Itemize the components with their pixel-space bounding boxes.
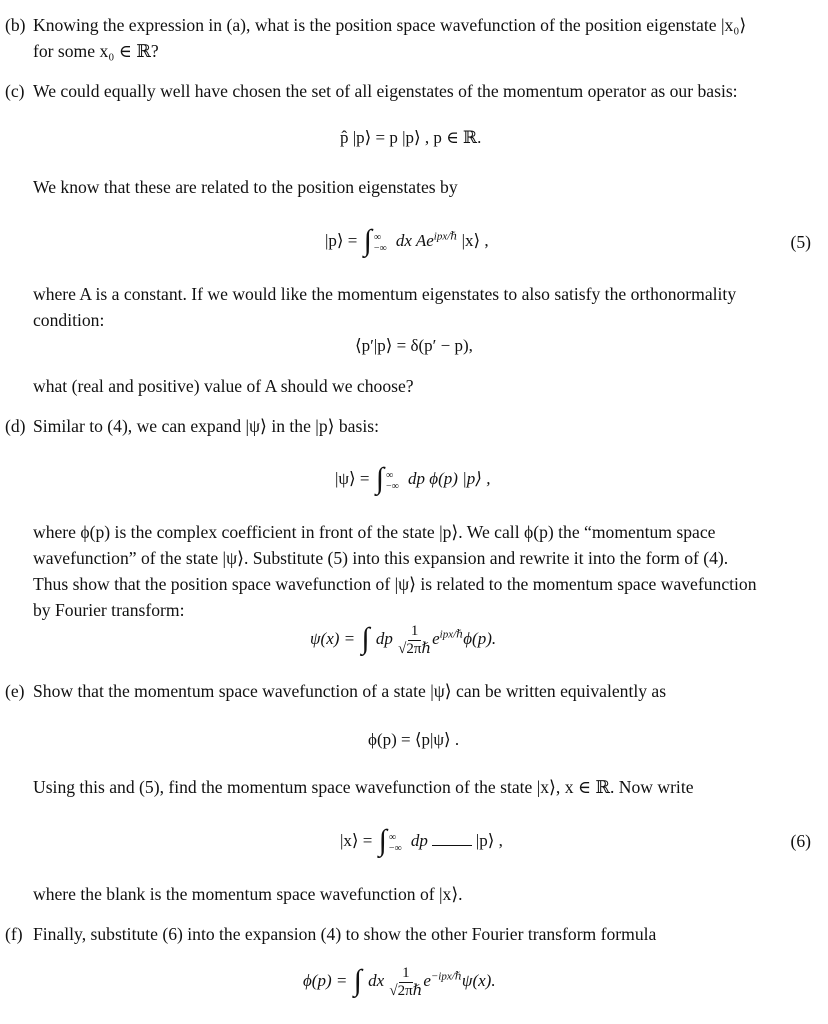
- part-c-text3a: where A is a constant. If we would like the momentum eigenstates to also satisfy the orthonormality: [33, 284, 737, 304]
- eq-ft-dp: dp: [375, 629, 393, 648]
- integral-limits: ∞ −∞: [388, 832, 402, 854]
- part-f-label: (f): [5, 924, 23, 944]
- eq-5-integrand: dx Ae: [395, 231, 434, 250]
- eq-5: [325, 220, 489, 260]
- eq-fourier-psi: ψ(x) = ∫ dp $\frac{1}{\text{√2πℏ}}$ $e^{ipx/\hbar}\phi(p)$.: [310, 622, 497, 657]
- eq-psi-lhs: |ψ⟩ =: [335, 469, 370, 488]
- part-c-text3b: condition:: [33, 310, 105, 330]
- eq-6-dp: dp: [410, 831, 428, 850]
- part-d-text2a: where ϕ(p) is the complex coefficient in front of the state |p⟩. We call ϕ(p) the “momentum space: [33, 522, 716, 542]
- eq-f-lhs: ϕ(p) =: [303, 971, 348, 990]
- eq-momentum-eigen: p̂ |p⟩ = p |p⟩ , p ∈ ℝ.: [340, 128, 482, 147]
- eq-5-number: (5): [790, 232, 811, 252]
- eq-f-exponent: −ipx/ℏ: [430, 970, 462, 983]
- fraction: $\frac{1}{\text{√2πℏ}}$: [398, 622, 432, 657]
- eq-5-ket: |x⟩ ,: [457, 231, 489, 250]
- part-d-text2b: wavefunction” of the state |ψ⟩. Substitute (5) into this expansion and rewrite it into the form of (4).: [33, 548, 729, 568]
- part-c-text4: what (real and positive) value of A should we choose?: [33, 376, 414, 396]
- part-e-text3: where the blank is the momentum space wavefunction of |x⟩.: [33, 884, 463, 904]
- integral-sign: ∫: [353, 964, 362, 997]
- integral-sign: ∫: [363, 224, 372, 257]
- part-e-line1: Show that the momentum space wavefunction of a state |ψ⟩ can be written equivalently as: [33, 681, 667, 701]
- part-c-line1: We could equally well have chosen the set of all eigenstates of the momentum operator as our basis:: [33, 81, 738, 101]
- eq-phi-braket: ϕ(p) = ⟨p|ψ⟩ .: [368, 730, 460, 749]
- integral-sign: ∫: [375, 462, 384, 495]
- eq-fourier-phi: ϕ(p) = ∫ dx $\frac{1}{\text{√2πℏ}}$ $e^{-ipx/\hbar}\psi(x)$.: [303, 964, 496, 999]
- part-b-line2: for some x₀ ∈ ℝ?: [33, 41, 159, 61]
- eq-orthonormality: ⟨p′|p⟩ = δ(p′ − p),: [355, 336, 473, 355]
- part-c-text2: We know that these are related to the position eigenstates by: [33, 177, 458, 197]
- eq-psi-rhs: dp ϕ(p) |p⟩ ,: [408, 469, 491, 488]
- part-d-label: (d): [5, 416, 26, 436]
- eq-ft-lhs: ψ(x) =: [310, 629, 356, 648]
- integral-limits: ∞ −∞: [373, 232, 387, 254]
- eq-6-number: (6): [790, 831, 811, 851]
- eq-6: [340, 820, 503, 860]
- part-c-label: (c): [5, 81, 25, 101]
- part-f-line1: Finally, substitute (6) into the expansion (4) to show the other Fourier transform formula: [33, 924, 657, 944]
- part-e-label: (e): [5, 681, 25, 701]
- fraction: $\frac{1}{\text{√2πℏ}}$: [389, 964, 423, 999]
- part-d-line1: Similar to (4), we can expand |ψ⟩ in the |p⟩ basis:: [33, 416, 379, 436]
- part-b-label: (b): [5, 15, 26, 35]
- eq-5-lhs: |p⟩ =: [325, 231, 358, 250]
- part-d-text2d: by Fourier transform:: [33, 600, 185, 620]
- answer-blank: [432, 831, 472, 846]
- integral-sign: ∫: [361, 622, 370, 655]
- part-b-line1: Knowing the expression in (a), what is the position space wavefunction of the position eigenstate |x₀⟩: [33, 15, 747, 35]
- eq-6-ket: |p⟩ ,: [475, 831, 503, 850]
- eq-6-lhs: |x⟩ =: [340, 831, 373, 850]
- integral-limits: ∞ −∞: [385, 470, 399, 492]
- eq-f-dx: dx: [368, 971, 385, 990]
- integral-sign: ∫: [378, 824, 387, 857]
- eq-5-exponent: ipx/ℏ: [433, 230, 458, 243]
- part-d-text2c: Thus show that the position space wavefunction of |ψ⟩ is related to the momentum space wavefunction: [33, 574, 757, 594]
- eq-psi-expansion: [335, 458, 490, 498]
- eq-ft-exponent: ipx/ℏ: [439, 628, 464, 641]
- part-e-text2: Using this and (5), find the momentum space wavefunction of the state |x⟩, x ∈ ℝ. Now write: [33, 777, 694, 797]
